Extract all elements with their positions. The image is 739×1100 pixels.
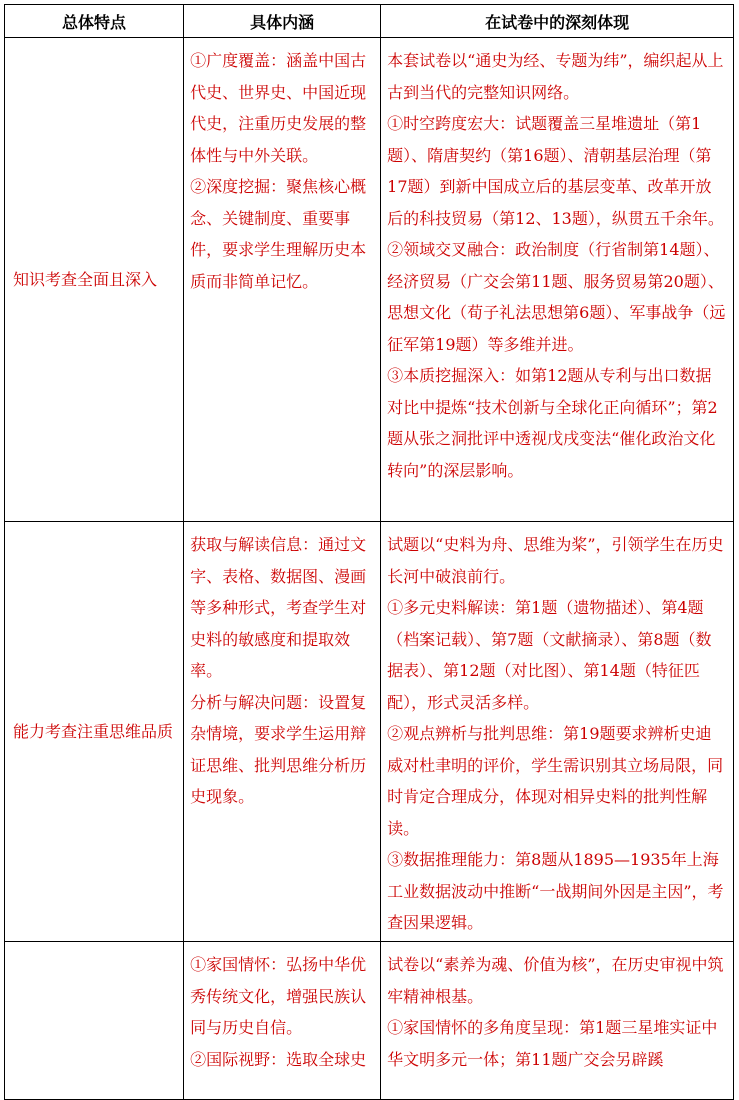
table-row — [5, 38, 734, 522]
embodiment-paragraph: 试卷以“素养为魂、价值为核”，在历史审视中筑牢精神根基。 — [387, 955, 724, 1006]
table-row — [5, 522, 734, 942]
embodiment-paragraph: ③数据推理能力：第8题从1895—1935年上海工业数据波动中推断“一战期间外因是主因”，考查因果逻辑。 — [387, 850, 724, 932]
embodiment-paragraph: ①多元史料解读：第1题（遗物描述）、第4题（档案记载）、第7题（文献摘录）、第8题（数据表）、第12题（对比图）、第14题（特征匹配），形式灵活多样。 — [387, 598, 712, 712]
embodiment-cell — [381, 522, 734, 942]
meaning-paragraph: 获取与解读信息：通过文字、表格、数据图、漫画等多种形式，考查学生对史料的敏感度和提取效率。 — [190, 535, 367, 680]
embodiment-paragraph: 试题以“史料为舟、思维为桨”，引领学生在历史长河中破浪前行。 — [387, 535, 724, 586]
meaning-paragraph: ①家国情怀：弘扬中华优秀传统文化，增强民族认同与历史自信。 — [190, 955, 367, 1037]
feature-cell — [5, 942, 184, 1100]
header-embodiment: 在试卷中的深刻体现 — [381, 5, 734, 38]
embodiment-paragraph: 本套试卷以“通史为经、专题为纬”，编织起从上古到当代的完整知识网络。 — [387, 51, 724, 102]
meaning-paragraph: 分析与解决问题：设置复杂情境，要求学生运用辩证思维、批判思维分析历史现象。 — [190, 692, 367, 806]
header-specific-meaning: 具体内涵 — [184, 5, 381, 38]
embodiment-paragraph: ②观点辨析与批判思维：第19题要求辨析史迪威对杜聿明的评价，学生需识别其立场局限，同时肯定合理成分，体现对相异史料的批判性解读。 — [387, 724, 724, 838]
embodiment-paragraph: ①时空跨度宏大：试题覆盖三星堆遗址（第1题）、隋唐契约（第16题）、清朝基层治理（第17题）到新中国成立后的基层变革、改革开放后的科技贸易（第12、13题），纵贯五千余年。 — [387, 114, 724, 228]
embodiment-paragraph: ②领域交叉融合：政治制度（行省制第14题）、经济贸易（广交会第11题、服务贸易第20题）、思想文化（荀子礼法思想第6题）、军事战争（远征军第19题）等多维并进。 — [387, 240, 726, 354]
feature-cell: 能力考查注重思维品质 — [5, 522, 184, 942]
meaning-cell — [184, 38, 381, 522]
content-table-wrapper — [4, 4, 734, 1100]
embodiment-paragraph: ①家国情怀的多角度呈现：第1题三星堆实证中华文明多元一体；第11题广交会另辟蹊 — [387, 1018, 718, 1069]
meaning-paragraph: ②深度挖掘：聚焦核心概念、关键制度、重要事件，要求学生理解历史本质而非简单记忆。 — [190, 177, 367, 291]
table-row — [5, 942, 734, 1100]
feature-cell: 知识考查全面且深入 — [5, 38, 184, 522]
embodiment-paragraph: ③本质挖掘深入：如第12题从专利与出口数据对比中提炼“技术创新与全球化正向循环”；第2题从张之洞批评中透视戊戌变法“催化政治文化转向”的深层影响。 — [387, 366, 718, 480]
header-row — [5, 5, 734, 38]
meaning-paragraph: ②国际视野：选取全球史 — [190, 1049, 367, 1069]
embodiment-cell — [381, 942, 734, 1100]
meaning-cell — [184, 942, 381, 1100]
header-overall-feature: 总体特点 — [5, 5, 184, 38]
meaning-paragraph: ①广度覆盖：涵盖中国古代史、世界史、中国近现代史，注重历史发展的整体性与中外关联。 — [190, 51, 367, 165]
embodiment-cell — [381, 38, 734, 522]
meaning-cell — [184, 522, 381, 942]
feature-table — [4, 4, 734, 1100]
